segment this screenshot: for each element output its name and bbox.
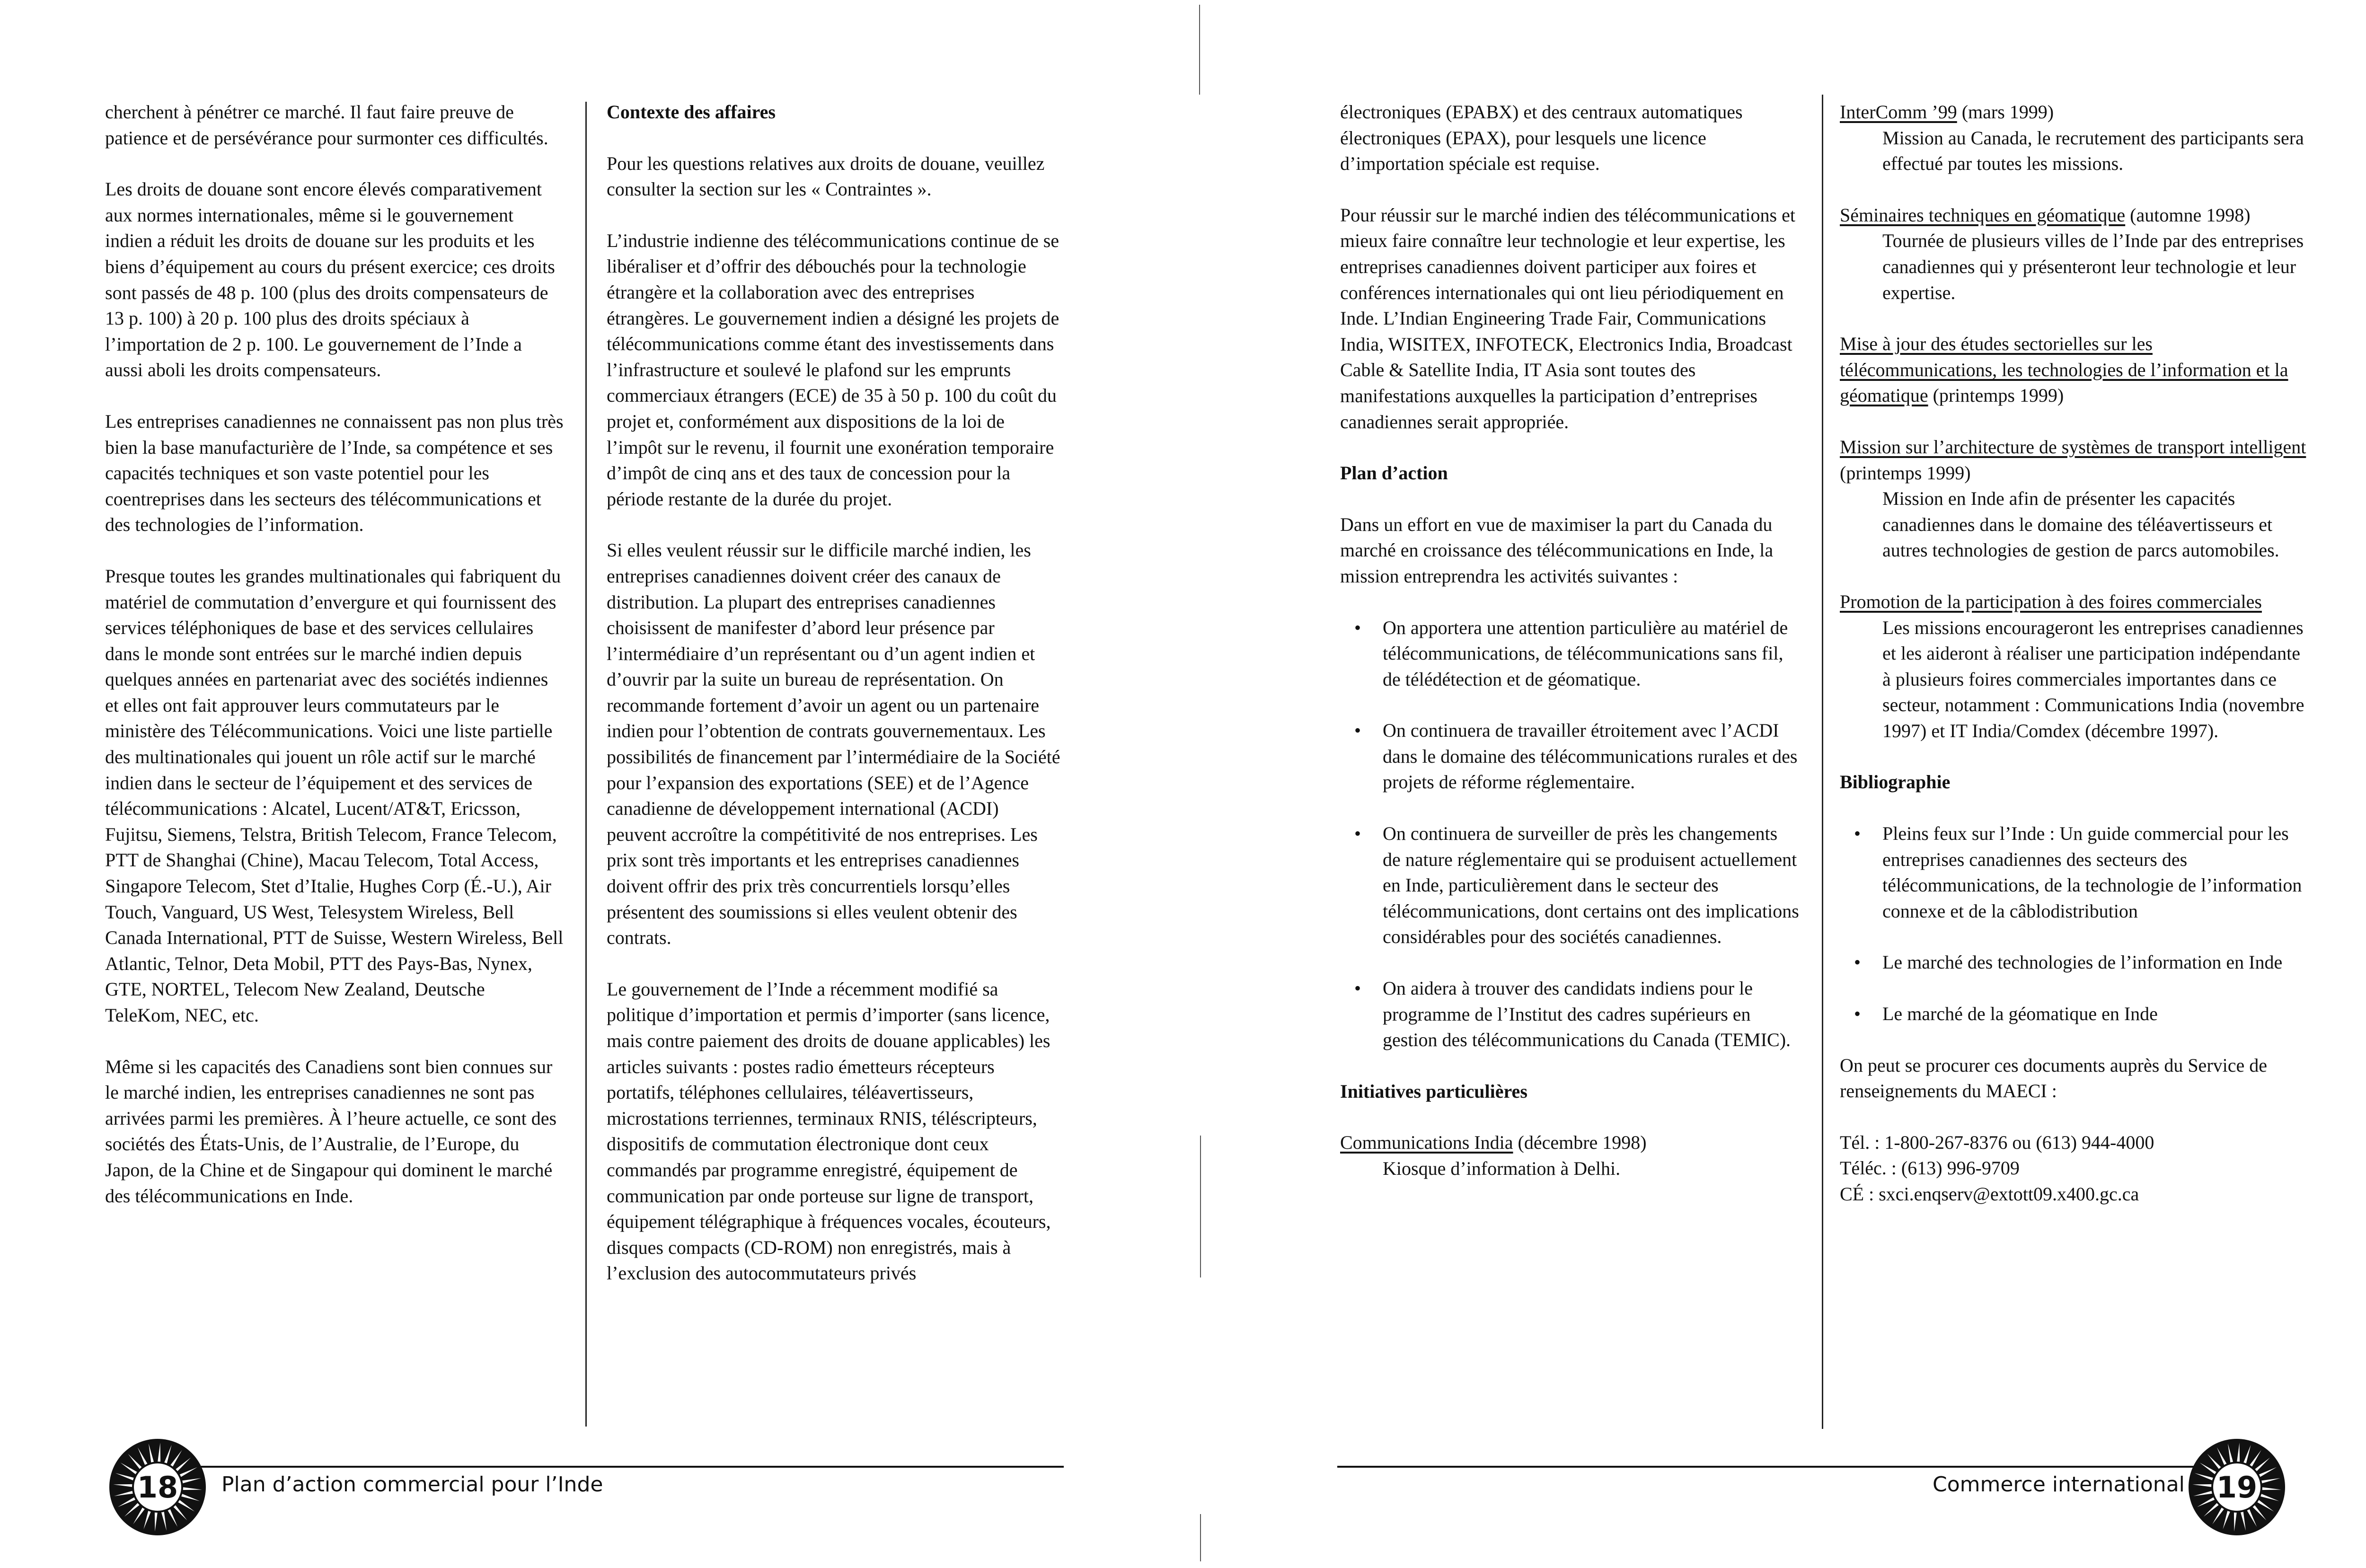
initiative-description: Tournée de plusieurs villes de l’Inde par des entreprises canadiennes qui y présenteront leur technologie et leur expertise. — [1882, 230, 2304, 303]
initiative-description: Mission en Inde afin de présenter les capacités canadiennes dans le domaine des téléavertisseurs et autres technologies de gestion de parcs automobiles. — [1882, 488, 2279, 561]
list-item: • Pleins feux sur l’Inde : Un guide commercial pour les entreprises canadiennes des secteurs des télécommunications, de la technologie de l’information connexe et de la câblodistribution — [1840, 821, 2308, 924]
list-item: • Le marché des technologies de l’information en Inde — [1840, 950, 2308, 976]
gutter-line — [1200, 1136, 1201, 1277]
contact-phone: Tél. : 1-800-267-8376 ou (613) 944-4000 — [1840, 1131, 2154, 1153]
initiative-link: Promotion de la participation à des foires commerciales — [1840, 590, 2262, 612]
contact-fax: Téléc. : (613) 996-9709 — [1840, 1157, 2020, 1179]
paragraph: électroniques (EPABX) et des centraux automatiques électroniques (EPAX), pour lesquels une licence d’importation spéciale est requise. — [1340, 101, 1743, 175]
paragraph: Pour réussir sur le marché indien des télécommunications et mieux faire connaître leur technologie et leur expertise, les entreprises canadiennes doivent participer aux foires et conférences internationales qui ont lieu périodiquement en Inde. L’Indian Engineering Trade Fair, Communications India, WISITEX, INFOTECK, Electronics India, Broadcast Cable & Satellite India, IT Asia sont toutes des manifestations auxquelles la participation d’entreprises canadiennes serait appropriée. — [1340, 204, 1795, 432]
footer-rule — [1337, 1466, 2238, 1468]
initiative-date: (mars 1999) — [1957, 101, 2054, 123]
paragraph: Même si les capacités des Canadiens sont bien connues sur le marché indien, les entreprises canadiennes ne sont pas arrivées parmi les premières. À l’heure actuelle, ce sont des sociétés des États-Unis, de l’Australie, de l’Europe, du Japon, de la Chine et de Singapour qui dominent le marché des télécommunications en Inde. — [105, 1056, 557, 1207]
right-col-1 — [1340, 99, 1799, 1182]
bibliography-list — [1840, 821, 2308, 1027]
left-col-2 — [607, 99, 1061, 1312]
initiative-date: (automne 1998) — [2125, 204, 2251, 226]
right-col-2 — [1840, 99, 2308, 1207]
page-number: 19 — [2216, 1470, 2258, 1505]
list-item: • On continuera de surveiller de près les changements de nature réglementaire qui se produisent actuellement en Inde, particulièrement dans le secteur des télécommunications, dont certains ont des implications considérables pour des sociétés canadiennes. — [1340, 821, 1799, 950]
initiative-description: Les missions encourageront les entreprises canadiennes et les aideront à réaliser une participation indépendante à plusieurs foires commerciales importantes dans ce secteur, notamment : Communications India (novembre 1997) et IT India/Comdex (décembre 1997). — [1882, 617, 2304, 741]
paragraph: Le gouvernement de l’Inde a récemment modifié sa politique d’importation et permis d’importer (sans licence, mais contre paiement des droits de douane applicables) les articles suivants : postes radio émetteurs récepteurs portatifs, téléphones cellulaires, téléavertisseurs, microstations terriennes, terminaux RNIS, téléscripteurs, dispositifs de commutation électronique dont ceux commandés par programme enregistré, équipement de communication par onde porteuse sur ligne de transport, équipement télégraphique à fréquences vocales, écouteurs, disques compacts (CD-ROM) non enregistrés, mais à l’exclusion des autocommutateurs privés — [607, 978, 1051, 1284]
contact-block — [1840, 1130, 2308, 1207]
paragraph: On peut se procurer ces documents auprès du Service de renseignements du MAECI : — [1840, 1054, 2268, 1102]
initiative-link: InterComm ’99 — [1840, 101, 1957, 123]
initiative-entry — [1840, 203, 2308, 306]
column-divider — [1822, 95, 1823, 1429]
section-heading: Initiatives particulières — [1340, 1080, 1527, 1102]
initiative-description: Kiosque d’information à Delhi. — [1383, 1158, 1621, 1179]
column-divider — [585, 102, 587, 1427]
page-number: 18 — [137, 1470, 178, 1505]
initiative-entry — [1840, 99, 2308, 177]
paragraph: Presque toutes les grandes multinationales qui fabriquent du matériel de commutation d’envergure et qui fournissent des services téléphoniques de base et des services cellulaires dans le monde sont entrées sur le marché indien depuis quelques années en partenariat avec des sociétés indiennes et elles ont fait approuver leurs commutateurs par le ministère des Télécommunications. Voici une liste partielle des multinationales qui jouent un rôle actif sur le marché indien dans le secteur de l’équipement et des services de télécommunications : Alcatel, Lucent/AT&T, Ericsson, Fujitsu, Siemens, Telstra, British Telecom, France Telecom, PTT de Shanghai (Chine), Macau Telecom, Total Access, Singapore Telecom, Stet d’Italie, Hughes Corp (É.-U.), Air Touch, Vanguard, US West, Telesystem Wireless, Bell Canada International, PTT de Suisse, Western Wireless, Bell Atlantic, Telnor, Deta Mobil, PTT des Pays-Bas, Nynex, GTE, NORTEL, Telecom New Zealand, Deutsche TeleKom, NEC, etc. — [105, 565, 564, 1026]
initiative-date: (printemps 1999) — [1840, 462, 1971, 484]
paragraph: Dans un effort en vue de maximiser la part du Canada du marché en croissance des télécommunications en Inde, la mission entreprendra les activités suivantes : — [1340, 513, 1774, 587]
paragraph: Pour les questions relatives aux droits de douane, veuillez consulter la section sur les « Contraintes ». — [607, 152, 1045, 200]
initiative-date: (décembre 1998) — [1513, 1132, 1647, 1154]
initiative-link: Mise à jour des études sectorielles sur les télécommunications, les technologies de l’information et la géomatique — [1840, 333, 2288, 406]
paragraph: Les droits de douane sont encore élevés comparativement aux normes internationales, même si le gouvernement indien a réduit les droits de douane sur les produits et les biens d’équipement au cours du présent exercice; ces droits sont passés de 48 p. 100 (plus des droits compensateurs de 13 p. 100) à 20 p. 100 plus des droits spéciaux à l’importation de 2 p. 100. Le gouvernement de l’Inde a aussi aboli les droits compensateurs. — [105, 178, 555, 381]
list-item: • On aidera à trouver des candidats indiens pour le programme de l’Institut des cadres supérieurs en gestion des télécommunications du Canada (TEMIC). — [1340, 976, 1799, 1053]
list-item: • Le marché de la géomatique en Inde — [1840, 1001, 2308, 1027]
initiative-entry — [1840, 434, 2308, 564]
initiative-link: Mission sur l’architecture de systèmes de transport intelligent — [1840, 436, 2306, 458]
section-heading: Bibliographie — [1840, 771, 1951, 793]
footer-title: Commerce international — [1933, 1472, 2185, 1497]
page-number-badge — [2187, 1437, 2287, 1537]
paragraph: L’industrie indienne des télécommunications continue de se libéraliser et d’offrir des débouchés pour la technologie étrangère et la collaboration avec des entreprises étrangères. Le gouvernement indien a désigné les projets de télécommunications comme étant des investissements dans l’infrastructure et soulevé le plafond sur les emprunts commerciaux étrangers (ECE) de 35 à 50 p. 100 du coût du projet et, conformément aux dispositions de la loi de l’impôt sur le revenu, il fournit une exonération temporaire d’impôt de cinq ans et des taux de concession pour la période restante de la durée du projet. — [607, 229, 1059, 510]
list-item: • On continuera de travailler étroitement avec l’ACDI dans le domaine des télécommunications rurales et des projets de réforme réglementaire. — [1340, 718, 1799, 795]
action-list — [1340, 615, 1799, 1053]
page-number-badge — [108, 1437, 207, 1537]
contact-email: CÉ : sxci.enqserv@extott09.x400.gc.ca — [1840, 1183, 2139, 1205]
footer-title: Plan d’action commercial pour l’Inde — [221, 1472, 603, 1497]
section-heading: Contexte des affaires — [607, 101, 776, 123]
paragraph: cherchent à pénétrer ce marché. Il faut faire preuve de patience et de persévérance pour surmonter ces difficultés. — [105, 101, 548, 149]
list-item: • On apportera une attention particulière au matériel de télécommunications, de télécommunications sans fil, de télédétection et de géomatique. — [1340, 615, 1799, 693]
left-col-1 — [105, 99, 564, 1234]
initiative-date: (printemps 1999) — [1928, 385, 2064, 406]
gutter-line — [1199, 5, 1200, 95]
paragraph: Les entreprises canadiennes ne connaissent pas non plus très bien la base manufacturière de l’Inde, sa compétence et ses capacités techniques et son vaste potentiel pour les coentreprises dans les secteurs des télécommunications et des technologies de l’information. — [105, 410, 564, 536]
initiative-entry — [1840, 589, 2308, 744]
initiative-description: Mission au Canada, le recrutement des participants sera effectué par toutes les missions. — [1882, 127, 2304, 175]
initiative-entry — [1340, 1130, 1799, 1181]
section-heading: Plan d’action — [1340, 462, 1448, 484]
footer-rule — [156, 1466, 1064, 1468]
initiative-entry — [1840, 331, 2308, 409]
gutter-line — [1200, 1514, 1201, 1561]
initiative-link: Communications India — [1340, 1132, 1513, 1154]
paragraph: Si elles veulent réussir sur le difficile marché indien, les entreprises canadiennes doivent créer des canaux de distribution. La plupart des entreprises canadiennes choisissent de manifester d’abord leur présence par l’intermédiaire d’un représentant ou d’un agent indien et d’ouvrir par la suite un bureau de représentation. On recommande fortement d’avoir un agent ou un partenaire indien pour l’obtention de contrats gouvernementaux. Les possibilités de financement par l’intermédiaire de la Société pour l’expansion des exportations (SEE) et de l’Agence canadienne de développement international (ACDI) peuvent accroître la compétitivité de nos entreprises. Les prix sont très importants et les entreprises canadiennes doivent offrir des prix très concurrentiels lorsqu’elles présentent des soumissions si elles veulent obtenir des contrats. — [607, 539, 1060, 949]
initiative-link: Séminaires techniques en géomatique — [1840, 204, 2126, 226]
